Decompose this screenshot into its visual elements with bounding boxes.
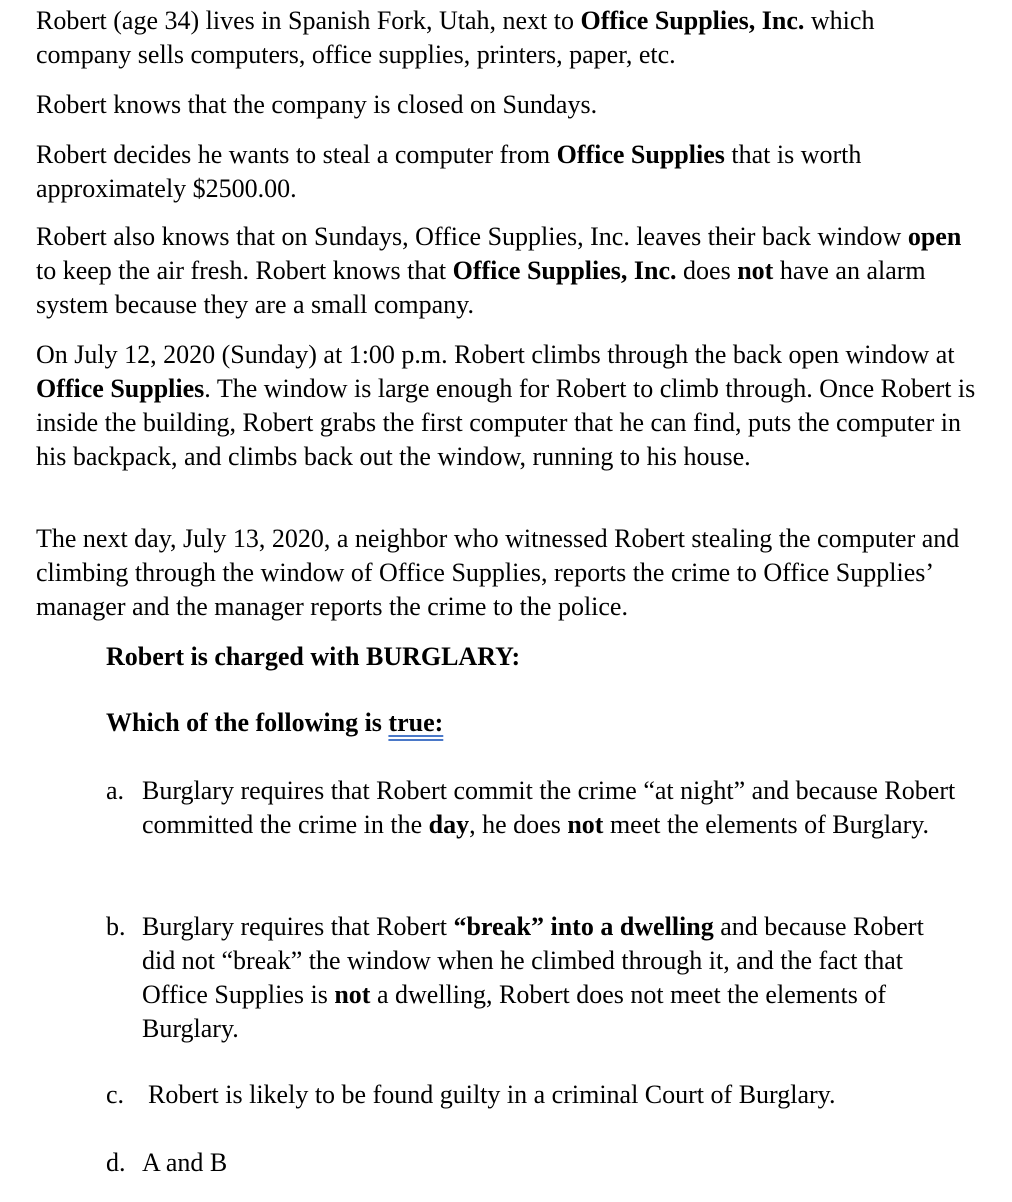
paragraph-report xyxy=(36,522,976,624)
option-text: A and B xyxy=(142,1148,228,1177)
text-run: to keep the air fresh. Robert knows that xyxy=(36,256,453,285)
paragraph-intro xyxy=(36,4,976,72)
text-run: does xyxy=(676,256,738,285)
option-letter: a. xyxy=(106,776,125,805)
paragraph-incident xyxy=(36,338,976,474)
option-letter: d. xyxy=(106,1148,126,1177)
bold-company-name: Office Supplies xyxy=(556,140,725,169)
text-run: On July 12, 2020 (Sunday) at 1:00 p.m. Robert climbs through the back open window at xyxy=(36,340,955,369)
text-run: Robert (age 34) lives in Spanish Fork, Utah, next to xyxy=(36,6,581,35)
text-run: The next day, July 13, 2020, a neighbor who witnessed Robert stealing the computer and climbing through the window of Office Supplies, reports the crime to Office Supplies’ manager and the manager reports the crime to the police. xyxy=(36,524,960,621)
bold-day: day xyxy=(428,810,470,839)
option-letter: c. xyxy=(106,1080,125,1109)
question-prefix: Which of the following is xyxy=(106,708,389,737)
text-run: that is worth approximately $2500.00. xyxy=(36,140,862,203)
text-run: which company sells computers, office supplies, printers, paper, etc. xyxy=(36,6,875,69)
text-run: Burglary requires that Robert commit the crime “at night” and because Robert committed the crime in the xyxy=(142,776,956,839)
text-run: a dwelling, Robert does not meet the elements of Burglary. xyxy=(142,980,886,1043)
text-run: and because Robert did not “break” the window when he climbed through it, and the fact that Office Supplies is xyxy=(142,912,924,1009)
text-run: Robert also knows that on Sundays, Office Supplies, Inc. leaves their back window xyxy=(36,222,908,251)
answer-option-b xyxy=(106,910,956,1046)
paragraph-steal-decision xyxy=(36,138,976,206)
answer-option-d xyxy=(106,1146,956,1180)
bold-company-name: Office Supplies, Inc. xyxy=(580,6,805,35)
option-text xyxy=(142,910,956,1046)
bold-break-dwelling: “break” into a dwelling xyxy=(453,912,714,941)
charge-heading: Robert is charged with BURGLARY: xyxy=(106,642,521,671)
bold-not: not xyxy=(567,810,604,839)
text-run: Robert decides he wants to steal a computer from xyxy=(36,140,557,169)
text-run: have an alarm system because they are a small company. xyxy=(36,256,926,319)
option-letter: b. xyxy=(106,912,126,941)
bold-open: open xyxy=(907,222,962,251)
text-run: . The window is large enough for Robert to climb through. Once Robert is inside the building, Robert grabs the first computer that he can find, puts the computer in his backpack, and climbs back out the window, running to his house. xyxy=(36,374,976,471)
option-text: Robert is likely to be found guilty in a criminal Court of Burglary. xyxy=(148,1080,836,1109)
text-run: , he does xyxy=(469,810,568,839)
text-run: Robert knows that the company is closed on Sundays. xyxy=(36,90,598,119)
bold-company-name: Office Supplies xyxy=(36,374,205,403)
option-text xyxy=(142,774,956,842)
bold-not: not xyxy=(737,256,774,285)
question-prompt xyxy=(106,706,443,740)
text-run: Burglary requires that Robert xyxy=(142,912,454,941)
bold-company-name: Office Supplies, Inc. xyxy=(452,256,677,285)
bold-not: not xyxy=(334,980,371,1009)
paragraph-closed-sundays xyxy=(36,88,597,122)
answer-option-c xyxy=(106,1078,956,1112)
question-underlined-word: true: xyxy=(388,708,444,737)
text-run: meet the elements of Burglary. xyxy=(603,810,930,839)
paragraph-window-open xyxy=(36,220,976,322)
answer-option-a xyxy=(106,774,956,842)
